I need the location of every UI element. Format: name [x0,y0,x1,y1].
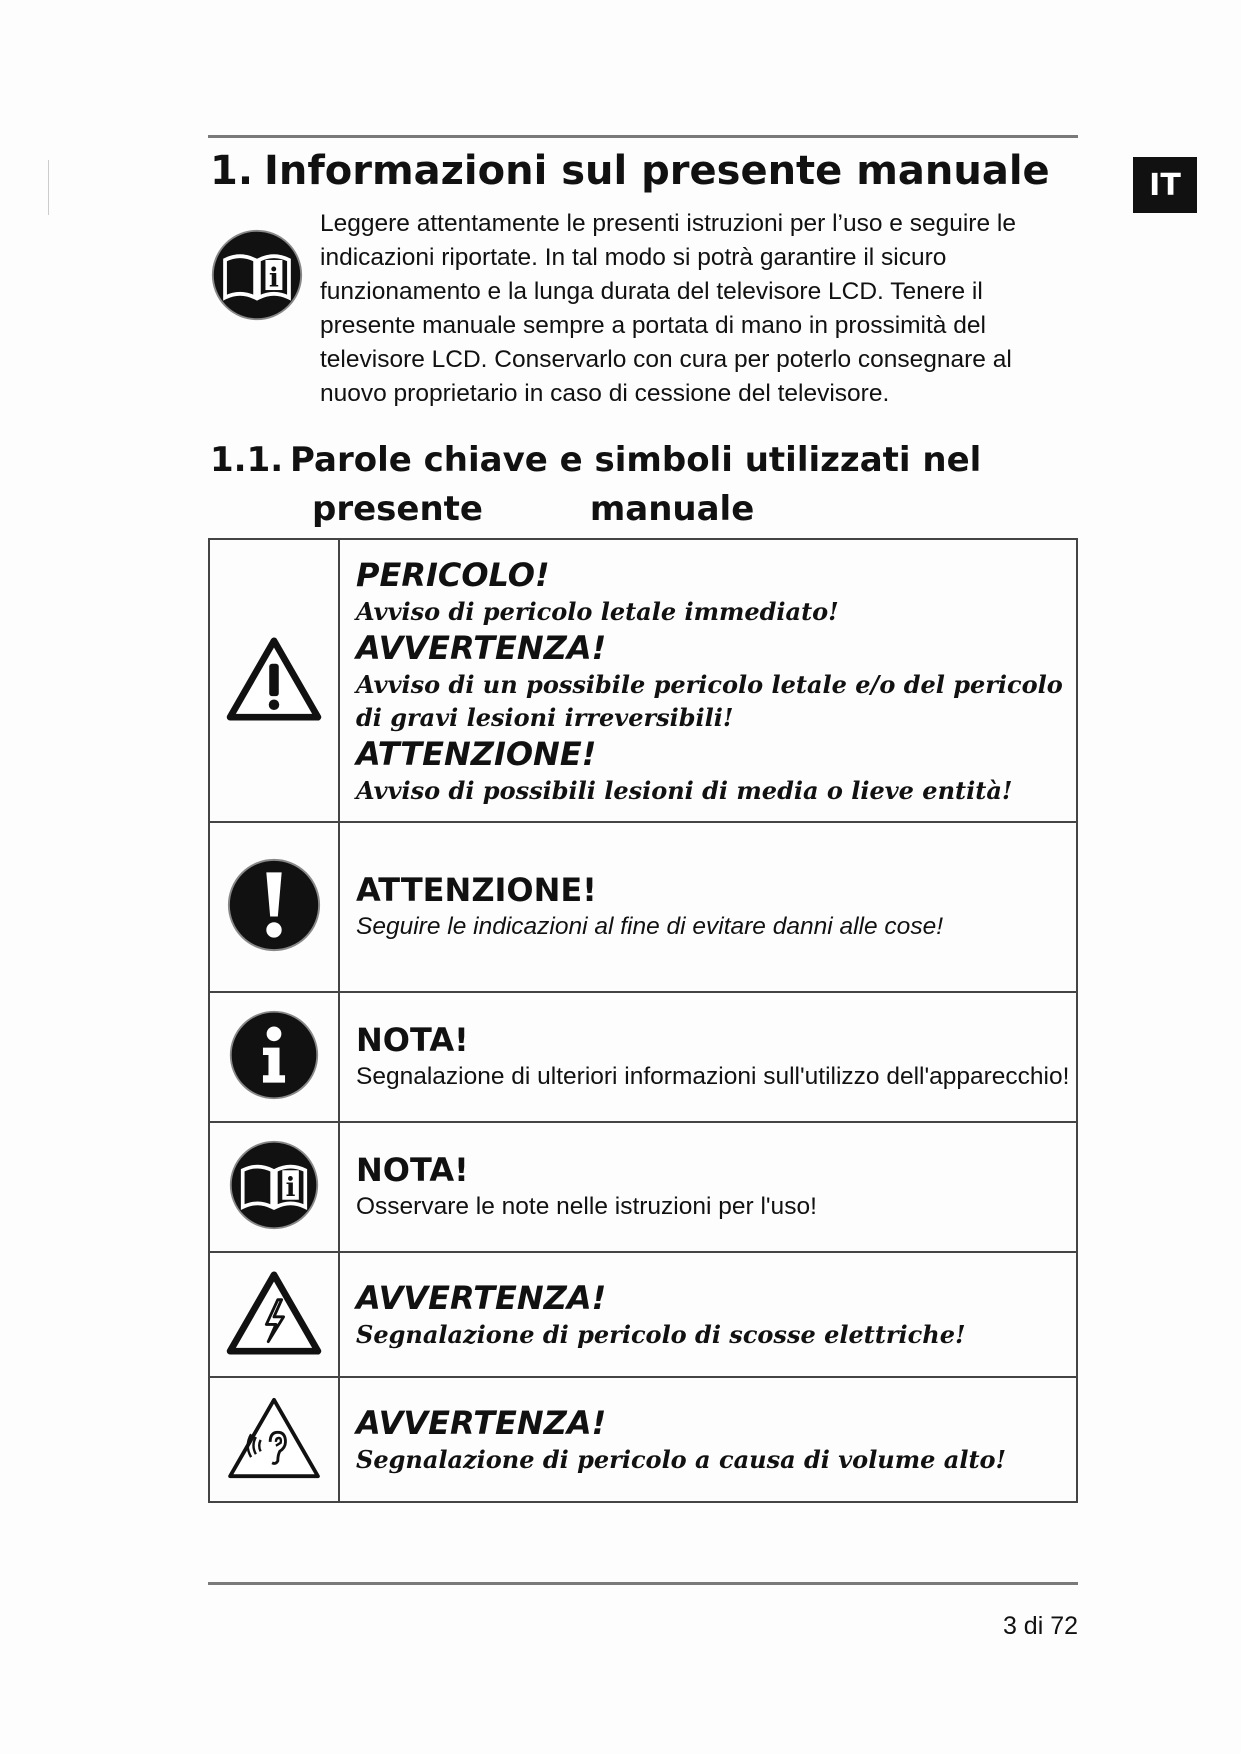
keyword: AVVERTENZA! [356,1279,607,1317]
keyword: AVVERTENZA! [356,1404,607,1442]
keyword: AVVERTENZA! [356,628,607,667]
icon-cell [209,992,339,1122]
keyword: NOTA! [356,1021,469,1059]
description: Seguire le indicazioni al fine di evitare danni alle cose! [356,913,943,940]
table-row [209,1252,1077,1377]
table-row [209,992,1077,1122]
text-cell [339,1252,1077,1377]
header-rule [208,135,1078,138]
section-title [210,148,1050,194]
description: Osservare le note nelle istruzioni per l'uso! [356,1193,817,1220]
subsection-title [210,436,981,534]
symbols-table [208,538,1078,1503]
footer-rule [208,1582,1078,1585]
description: Segnalazione di pericolo a causa di volume alto! [356,1445,1007,1474]
description: Avviso di possibili lesioni di media o lieve entità! [356,775,1013,805]
description: Segnalazione di ulteriori informazioni sull'utilizzo dell'apparecchio! [356,1063,1070,1090]
text-cell [339,1377,1077,1502]
warning-triangle-icon [226,637,322,721]
margin-mark [48,160,49,215]
table-row [209,1122,1077,1252]
description: Segnalazione di pericolo di scosse elettriche! [356,1320,966,1349]
subsection-title-line1: Parole chiave e simboli utilizzati nel [290,440,982,480]
text-cell [339,1122,1077,1252]
keyword: ATTENZIONE! [356,871,597,909]
svg-text:i: i [268,262,279,294]
language-tab: IT [1133,157,1197,213]
icon-cell [209,539,339,822]
text-cell [339,992,1077,1122]
svg-text:i: i [285,1173,296,1204]
icon-cell [209,1122,339,1252]
table-row [209,539,1077,822]
text-cell [339,539,1077,822]
description: Avviso di un possibile pericolo letale e/o del pericolo di gravi lesioni irreversibili! [356,669,1063,732]
table-row [209,822,1077,992]
intro-paragraph: Leggere attentamente le presenti istruzioni per l’uso e seguire le indicazioni riportate. In tal modo si potrà garantire il sicuro funzionamento e la lunga durata del televisore LCD. Tenere il presente manuale sempre a portata di mano in prossimità del televisore LCD. Conservarlo con cura per poterlo consegnare al nuovo proprietario in caso di cessione del televisore. [320,210,1016,407]
keyword: PERICOLO! [356,555,550,594]
page-number: 3 di 72 [1002,1612,1078,1640]
section-title-text: Informazioni sul presente manuale [264,148,1050,194]
table-row [209,1377,1077,1502]
info-circle-icon [228,1009,320,1101]
description: Avviso di pericolo letale immediato! [356,596,839,626]
loud-volume-icon [226,1396,322,1480]
exclamation-circle-icon [226,857,322,953]
manual-book-icon [228,1139,320,1231]
subsection-number: 1.1. [210,440,284,480]
keyword: NOTA! [356,1151,469,1189]
text-cell [339,822,1077,992]
icon-cell [209,1377,339,1502]
keyword: ATTENZIONE! [356,734,597,773]
manual-book-icon [210,228,304,322]
section-number: 1. [210,148,254,194]
icon-cell [209,1252,339,1377]
subsection-title-line2: presente manuale [312,489,755,529]
icon-cell [209,822,339,992]
electric-shock-icon [226,1271,322,1355]
